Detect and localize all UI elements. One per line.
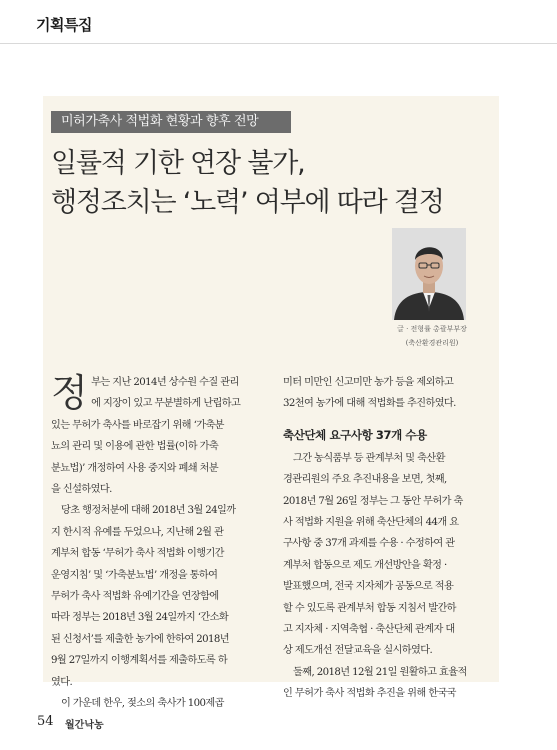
- body-line: 당초 행정처분에 대해 2018년 3월 24일까: [61, 505, 236, 517]
- body-line: 그간 농식품부 등 관계부처 및 축산환: [293, 452, 445, 464]
- body-line: 무허가 축사 적법화 유예기간을 연장함에: [51, 591, 219, 603]
- body-line: 였다.: [51, 676, 73, 688]
- body-line: 32천여 농가에 대해 적법화를 추진하였다.: [283, 398, 456, 410]
- author-affiliation: (축산환경관리원): [405, 339, 459, 347]
- body-line: 지 한시적 유예를 두었으나, 지난해 2월 관: [51, 526, 224, 538]
- body-line: 미터 미만인 신고미만 농가 등을 제외하고: [283, 377, 454, 388]
- body-line: 따라 정부는 2018년 3월 24일까지 ‘간소화: [51, 612, 229, 624]
- body-line: 운영지침’ 및 ‘가축분뇨법’ 개정을 통하여: [51, 569, 218, 581]
- article-title: [51, 144, 491, 222]
- author-caption: [372, 322, 492, 350]
- body-column-left: [51, 372, 263, 715]
- body-line: 할 수 있도록 관계부처 합동 지침서 발간하: [283, 602, 456, 614]
- body-line: 상 제도개선 전달교육을 실시하였다.: [283, 645, 433, 657]
- body-line: 뇨의 관리 및 이용에 관한 법률(이하 가축: [51, 441, 219, 453]
- body-line: 계부처 합동으로 제도 개선방안을 확정 ·: [283, 559, 447, 571]
- title-line-2: 행정조치는 ‘노력’ 여부에 따라 결정: [51, 187, 444, 218]
- body-line: 발표했으며, 전국 지자체가 공동으로 적용: [283, 581, 454, 593]
- section-subheading: 축산단체 요구사항 37개 수용: [283, 427, 427, 442]
- body-line: 2018년 7월 26일 정부는 그 동안 무허가 축: [283, 495, 463, 507]
- body-line: 된 신청서’를 제출한 농가에 한하여 2018년: [51, 633, 229, 645]
- body-line: 에 지장이 있고 무분별하게 난립하고: [91, 398, 241, 410]
- drop-cap: 정: [51, 371, 88, 415]
- body-column-right: [283, 372, 495, 705]
- body-line: 둘째, 2018년 12월 21일 원활하고 효율적: [293, 666, 467, 678]
- body-line: 계부처 합동 ‘무허가 축사 적법화 이행기간: [51, 548, 224, 560]
- header-divider: [0, 43, 557, 44]
- series-label: 미허가축사 적법화 현황과 향후 전망: [51, 111, 291, 133]
- page-number: 54: [37, 714, 54, 729]
- body-line: 있는 무허가 축사를 바로잡기 위해 ‘가축분: [51, 419, 224, 431]
- body-line: 인 무허가 축사 적법화 추진을 위해 한국국: [283, 688, 456, 700]
- section-tag: 기획특집: [36, 16, 92, 34]
- magazine-name: 월간낙농: [65, 720, 104, 731]
- body-line: 사 적법화 지원을 위해 축산단체의 44개 요: [283, 517, 459, 529]
- body-line: 분뇨법)’ 개정하여 사용 중지와 폐쇄 처분: [51, 462, 219, 474]
- body-line: 을 신설하였다.: [51, 484, 112, 496]
- title-line-1: 일률적 기한 연장 불가,: [51, 148, 305, 179]
- body-line: 9월 27일까지 이행계획서를 제출하도록 하: [51, 655, 228, 667]
- body-line: 부는 지난 2014년 상수원 수질 관리: [91, 377, 239, 388]
- author-portrait-icon: [392, 228, 466, 320]
- body-line: 이 가운데 한우, 젖소의 축사가 100제곱: [61, 698, 224, 710]
- body-line: 경관리원의 주요 추진내용을 보면, 첫째,: [283, 474, 447, 486]
- author-photo: [392, 228, 466, 320]
- author-name: 글 · 전형률 총괄부부장: [397, 325, 467, 333]
- body-line: 구사항 중 37개 과제를 수용 · 수정하여 관: [283, 538, 455, 550]
- body-line: 고 지자체 · 지역축협 · 축산단체 관계자 대: [283, 624, 455, 636]
